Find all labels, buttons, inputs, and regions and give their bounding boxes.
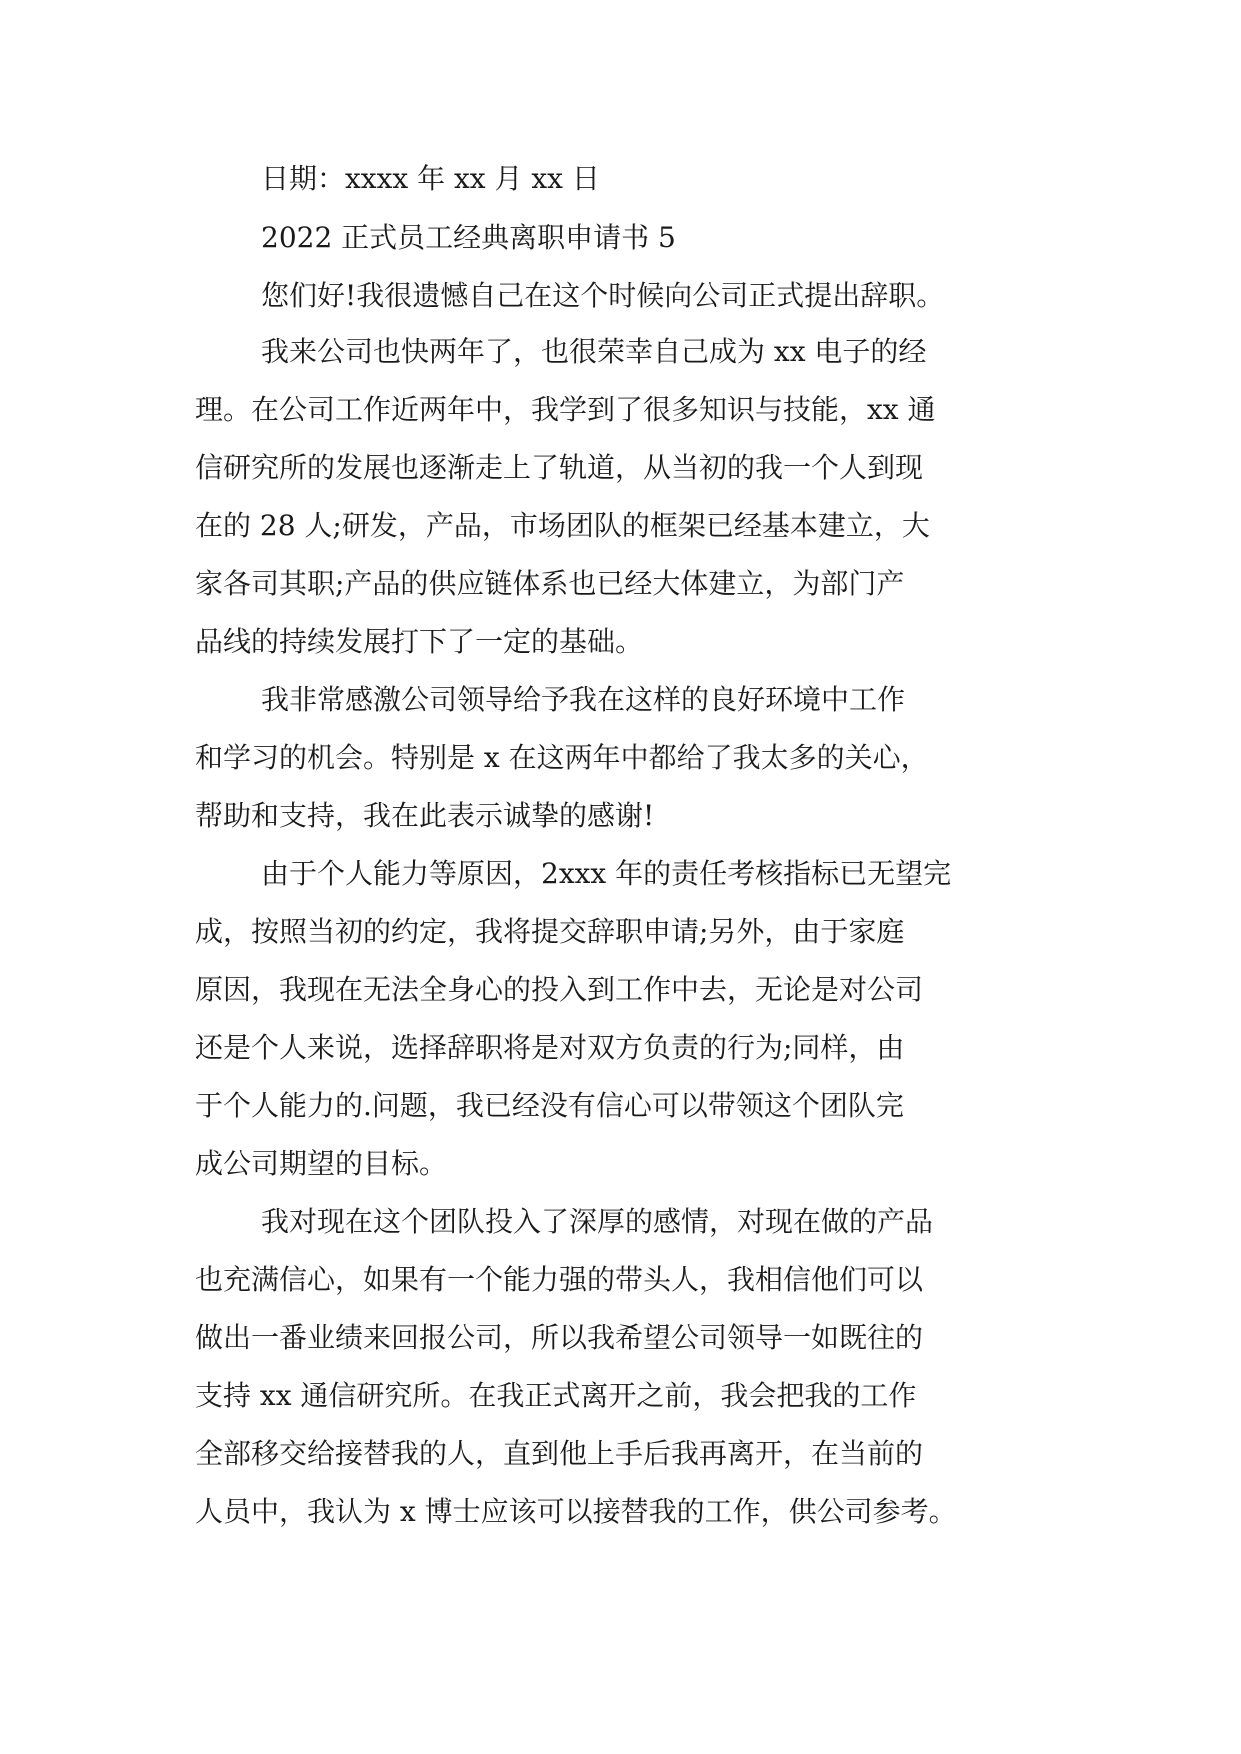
paragraph-line: 支持 xx 通信研究所。在我正式离开之前，我会把我的工作 <box>195 1379 917 1412</box>
paragraph-line: 由于个人能力等原因，2xxx 年的责任考核指标已无望完 <box>261 857 952 890</box>
paragraph-line: 您们好!我很遗憾自己在这个时候向公司正式提出辞职。 <box>261 279 945 312</box>
paragraph-greeting <box>195 277 1055 315</box>
document-title: 2022 正式员工经典离职申请书 5 <box>261 221 676 254</box>
paragraph-tenure <box>195 333 1055 661</box>
paragraph-line: 帮助和支持，我在此表示诚挚的感谢! <box>195 799 655 832</box>
paragraph-reasons <box>195 855 1055 1183</box>
paragraph-line: 人员中，我认为 x 博士应该可以接替我的工作，供公司参考。 <box>195 1495 957 1528</box>
paragraph-line: 理。在公司工作近两年中，我学到了很多知识与技能，xx 通 <box>195 393 936 426</box>
paragraph-line: 原因，我现在无法全身心的投入到工作中去，无论是对公司 <box>195 973 924 1006</box>
paragraph-line: 还是个人来说，选择辞职将是对双方负责的行为;同样，由 <box>195 1031 905 1064</box>
paragraph-handover <box>195 1203 1055 1531</box>
paragraph-line: 做出一番业绩来回报公司，所以我希望公司领导一如既往的 <box>195 1321 924 1354</box>
document-body <box>195 160 1055 1551</box>
paragraph-gratitude <box>195 681 1055 835</box>
paragraph-line: 家各司其职;产品的供应链体系也已经大体建立，为部门产 <box>195 567 905 600</box>
paragraph-line: 也充满信心，如果有一个能力强的带头人，我相信他们可以 <box>195 1263 924 1296</box>
paragraph-line: 成，按照当初的约定，我将提交辞职申请;另外，由于家庭 <box>195 915 905 948</box>
paragraph-line: 在的 28 人;研发，产品，市场团队的框架已经基本建立，大 <box>195 509 930 542</box>
paragraph-line: 成公司期望的目标。 <box>195 1147 448 1180</box>
paragraph-line: 我对现在这个团队投入了深厚的感情，对现在做的产品 <box>261 1205 934 1238</box>
paragraph-line: 我非常感激公司领导给予我在这样的良好环境中工作 <box>261 683 906 716</box>
paragraph-line: 我来公司也快两年了，也很荣幸自己成为 xx 电子的经 <box>261 335 927 368</box>
paragraph-line: 全部移交给接替我的人，直到他上手后我再离开，在当前的 <box>195 1437 924 1470</box>
paragraph-line: 品线的持续发展打下了一定的基础。 <box>195 625 644 658</box>
paragraph-line: 于个人能力的.问题，我已经没有信心可以带领这个团队完 <box>195 1089 904 1122</box>
paragraph-line: 和学习的机会。特别是 x 在这两年中都给了我太多的关心， <box>195 741 929 774</box>
paragraph-line: 信研究所的发展也逐渐走上了轨道，从当初的我一个人到现 <box>195 451 924 484</box>
date-line: 日期：xxxx 年 xx 月 xx 日 <box>261 162 600 195</box>
